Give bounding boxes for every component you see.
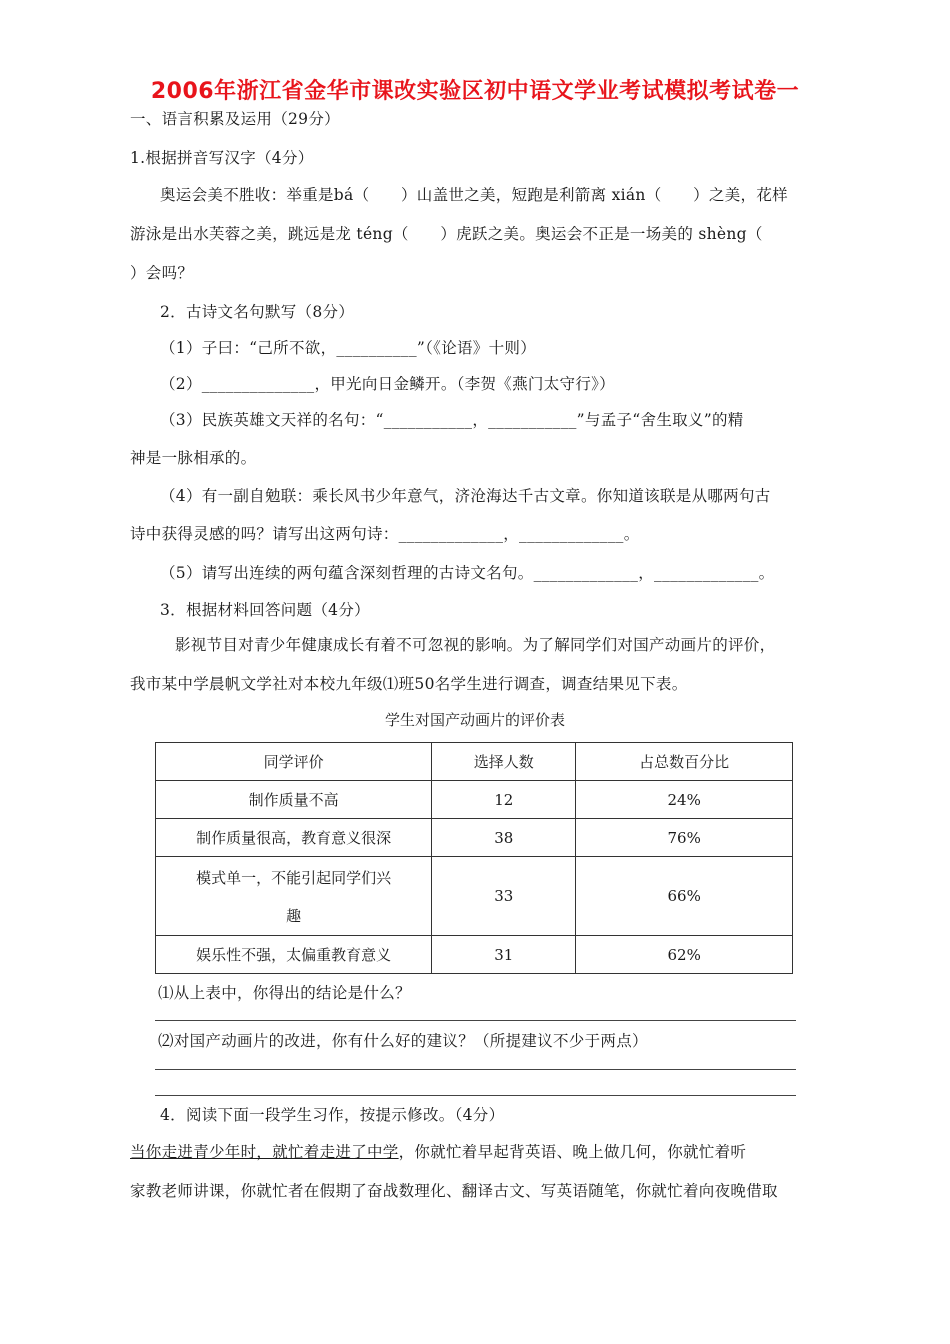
table-cell: 66%: [576, 857, 793, 936]
answer-line: [155, 1095, 796, 1096]
table-cell: 62%: [576, 936, 793, 974]
table-cell: 76%: [576, 819, 793, 857]
table-header-row: [156, 743, 793, 781]
table-header-cell: 同学评价: [156, 743, 432, 781]
question-4-line: 家教老师讲课，你就忙者在假期了奋战数理化、翻译古文、写英语随笔，你就忙着向夜晚借取: [130, 1182, 778, 1200]
underlined-sentence: 当你走进青少年时，就忙着走进了中学: [130, 1143, 399, 1161]
question-3-sub-2: ⑵对国产动画片的改进，你有什么好的建议？（所提建议不少于两点）: [158, 1032, 648, 1050]
question-1-line: 奥运会美不胜收：举重是bá（ ）山盖世之美，短跑是利箭离 xián（ ）之美，花样: [160, 186, 788, 204]
question-2-item-3-cont: 神是一脉相承的。: [130, 449, 257, 467]
question-3-paragraph: 影视节目对青少年健康成长有着不可忽视的影响。为了解同学们对国产动画片的评价，: [175, 636, 776, 654]
section-heading: 一、语言积累及运用（29分）: [130, 110, 340, 128]
answer-line: [155, 1069, 796, 1070]
table-cell: 31: [432, 936, 576, 974]
table-header-cell: 占总数百分比: [576, 743, 793, 781]
question-2-item-3: （3）民族英雄文天祥的名句：“___________，___________”与孟子“舍生取义”的精: [160, 411, 744, 429]
question-3-paragraph: 我市某中学晨帆文学社对本校九年级⑴班50名学生进行调查，调查结果见下表。: [130, 675, 688, 693]
question-1-heading: 1.根据拼音写汉字（4分）: [130, 149, 314, 167]
question-2-item-1: （1）子曰：“己所不欲，__________”（《论语》十则）: [160, 339, 537, 357]
table-caption: 学生对国产动画片的评价表: [384, 711, 565, 729]
table-row: [156, 819, 793, 857]
question-1-line: ）会吗？: [130, 264, 194, 282]
question-2-heading: 2．古诗文名句默写（8分）: [160, 303, 355, 321]
question-2-item-4: （4）有一副自勉联：乘长风书少年意气，济沧海达千古文章。你知道该联是从哪两句古: [160, 487, 771, 505]
table-cell: 制作质量不高: [156, 781, 432, 819]
table-row: [156, 936, 793, 974]
table-cell: 24%: [576, 781, 793, 819]
table-header-cell: 选择人数: [432, 743, 576, 781]
question-1-line: 游泳是出水芙蓉之美，跳远是龙 téng（ ）虎跃之美。奥运会不正是一场美的 shèng（: [130, 225, 763, 243]
question-2-item-4-cont: 诗中获得灵感的吗？请写出这两句诗：_____________，_____________。: [130, 525, 640, 543]
table-cell-line: 趣: [286, 907, 302, 925]
table-row: [156, 781, 793, 819]
table-cell: 33: [432, 857, 576, 936]
table-cell: 娱乐性不强，太偏重教育意义: [156, 936, 432, 974]
question-4-text: ，你就忙着早起背英语、晚上做几何，你就忙着听: [398, 1143, 747, 1161]
survey-table: [155, 742, 793, 974]
question-2-item-2: （2）______________，甲光向日金鳞开。（李贺《燕门太守行》）: [160, 375, 615, 393]
question-2-item-5: （5）请写出连续的两句蕴含深刻哲理的古诗文名句。_____________，_____________。: [160, 564, 775, 582]
question-4-line: [130, 1140, 746, 1162]
table-cell: 制作质量很高，教育意义很深: [156, 819, 432, 857]
table-row: [156, 857, 793, 936]
table-cell: 38: [432, 819, 576, 857]
table-cell: 12: [432, 781, 576, 819]
question-3-heading: 3．根据材料回答问题（4分）: [160, 601, 370, 619]
table-cell: [156, 857, 432, 936]
page-title: 2006年浙江省金华市课改实验区初中语文学业考试模拟考试卷一: [150, 79, 800, 104]
question-3-sub-1: ⑴从上表中，你得出的结论是什么？: [158, 984, 411, 1002]
question-4-heading: 4．阅读下面一段学生习作，按提示修改。（4分）: [160, 1106, 505, 1124]
answer-line: [155, 1020, 796, 1021]
table-cell-line: 模式单一，不能引起同学们兴: [196, 869, 392, 887]
